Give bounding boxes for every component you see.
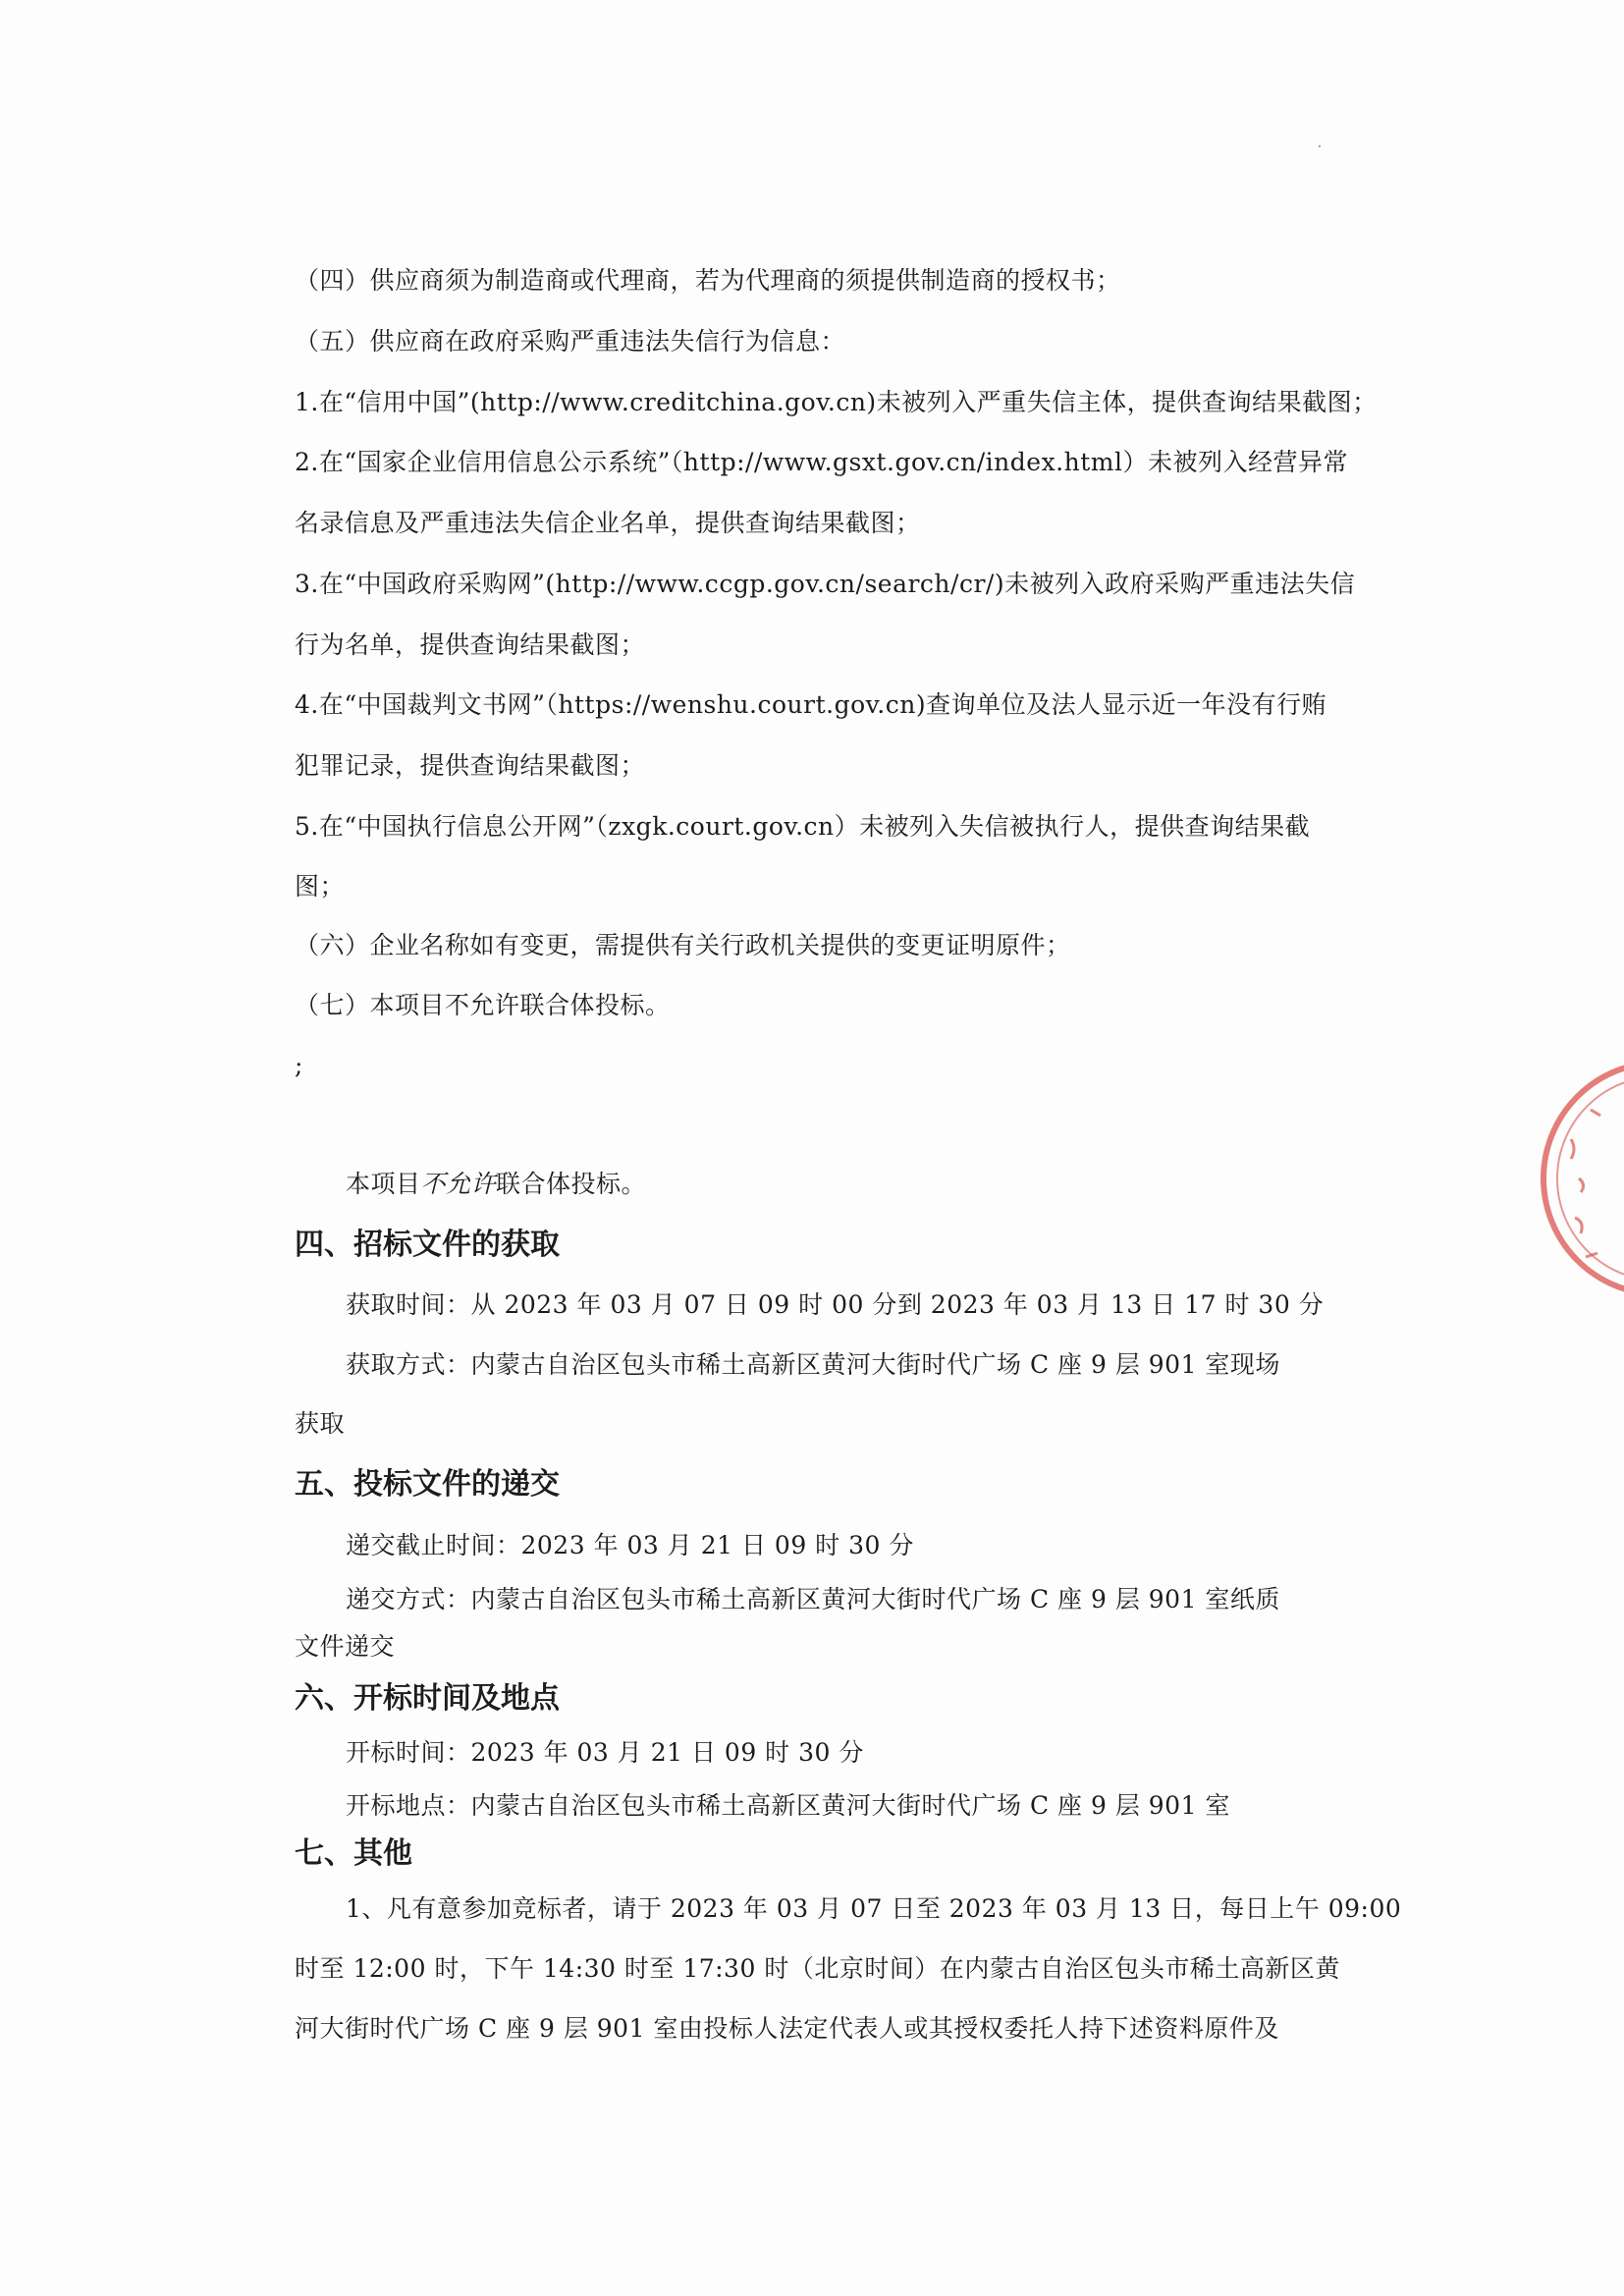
section-6-heading: 六、开标时间及地点: [295, 1681, 560, 1716]
consortium-suffix: 联合体投标。: [496, 1170, 647, 1198]
credit-check-1: 1.在“信用中国”(http://www.creditchina.gov.cn)未被列入严重失信主体，提供查询结果截图；: [295, 388, 1378, 416]
scan-speck: [1319, 145, 1321, 147]
section-4-heading: 四、招标文件的获取: [295, 1228, 560, 1262]
credit-check-3-line2: 行为名单，提供查询结果截图；: [295, 630, 646, 659]
credit-check-5-line2: 图；: [295, 872, 346, 901]
section-7-para-line3: 河大街时代广场 C 座 9 层 901 室由投标人法定代表人或其授权委托人持下述资料原件及: [295, 2014, 1279, 2043]
section-7-heading: 七、其他: [295, 1836, 412, 1871]
credit-check-2-line1: 2.在“国家企业信用信息公示系统”（http://www.gsxt.gov.cn/index.html）未被列入经营异常: [295, 448, 1348, 476]
credit-check-2-line2: 名录信息及严重违法失信企业名单，提供查询结果截图；: [295, 509, 921, 537]
item-6-name-change: （六）企业名称如有变更，需提供有关行政机关提供的变更证明原件；: [295, 931, 1071, 959]
credit-check-4-line1: 4.在“中国裁判文书网”（https://wenshu.court.gov.cn)查询单位及法人显示近一年没有行贿: [295, 690, 1327, 719]
section-4-method-line1: 获取方式：内蒙古自治区包头市稀土高新区黄河大街时代广场 C 座 9 层 901 室现场: [346, 1350, 1280, 1379]
section-5-method-line2: 文件递交: [295, 1632, 396, 1661]
section-4-time: 获取时间：从 2023 年 03 月 07 日 09 时 00 分到 2023 年 03 月 13 日 17 时 30 分: [346, 1290, 1325, 1319]
item-5-credit-info: （五）供应商在政府采购严重违法失信行为信息：: [295, 327, 846, 355]
separator-semicolon: ;: [295, 1051, 303, 1079]
section-5-deadline: 递交截止时间：2023 年 03 月 21 日 09 时 30 分: [346, 1531, 914, 1559]
section-6-time: 开标时间：2023 年 03 月 21 日 09 时 30 分: [346, 1738, 864, 1767]
section-6-place: 开标地点：内蒙古自治区包头市稀土高新区黄河大街时代广场 C 座 9 层 901 室: [346, 1791, 1230, 1820]
item-7-consortium: （七）本项目不允许联合体投标。: [295, 991, 671, 1019]
consortium-statement: [346, 1167, 1416, 1202]
section-7-para-line2: 时至 12:00 时，下午 14:30 时至 17:30 时（北京时间）在内蒙古自治区包头市稀土高新区黄: [295, 1954, 1340, 1983]
credit-check-4-line2: 犯罪记录，提供查询结果截图；: [295, 751, 646, 780]
section-4-method-line2: 获取: [295, 1409, 346, 1438]
section-5-method-line1: 递交方式：内蒙古自治区包头市稀土高新区黄河大街时代广场 C 座 9 层 901 室纸质: [346, 1585, 1280, 1613]
consortium-prefix: 本项目: [346, 1170, 421, 1198]
credit-check-3-line1: 3.在“中国政府采购网”(http://www.ccgp.gov.cn/search/cr/)未被列入政府采购严重违法失信: [295, 570, 1356, 598]
item-4-supplier-type: （四）供应商须为制造商或代理商，若为代理商的须提供制造商的授权书；: [295, 266, 1121, 295]
section-7-para-line1: 1、凡有意参加竞标者，请于 2023 年 03 月 07 日至 2023 年 03 月 13 日，每日上午 09:00: [346, 1894, 1402, 1923]
credit-check-5-line1: 5.在“中国执行信息公开网”（zxgk.court.gov.cn）未被列入失信被执行人，提供查询结果截: [295, 812, 1311, 841]
consortium-emphasis: 不允许: [420, 1170, 497, 1198]
official-seal-stamp: [1532, 1031, 1624, 1326]
section-5-heading: 五、投标文件的递交: [295, 1467, 560, 1502]
